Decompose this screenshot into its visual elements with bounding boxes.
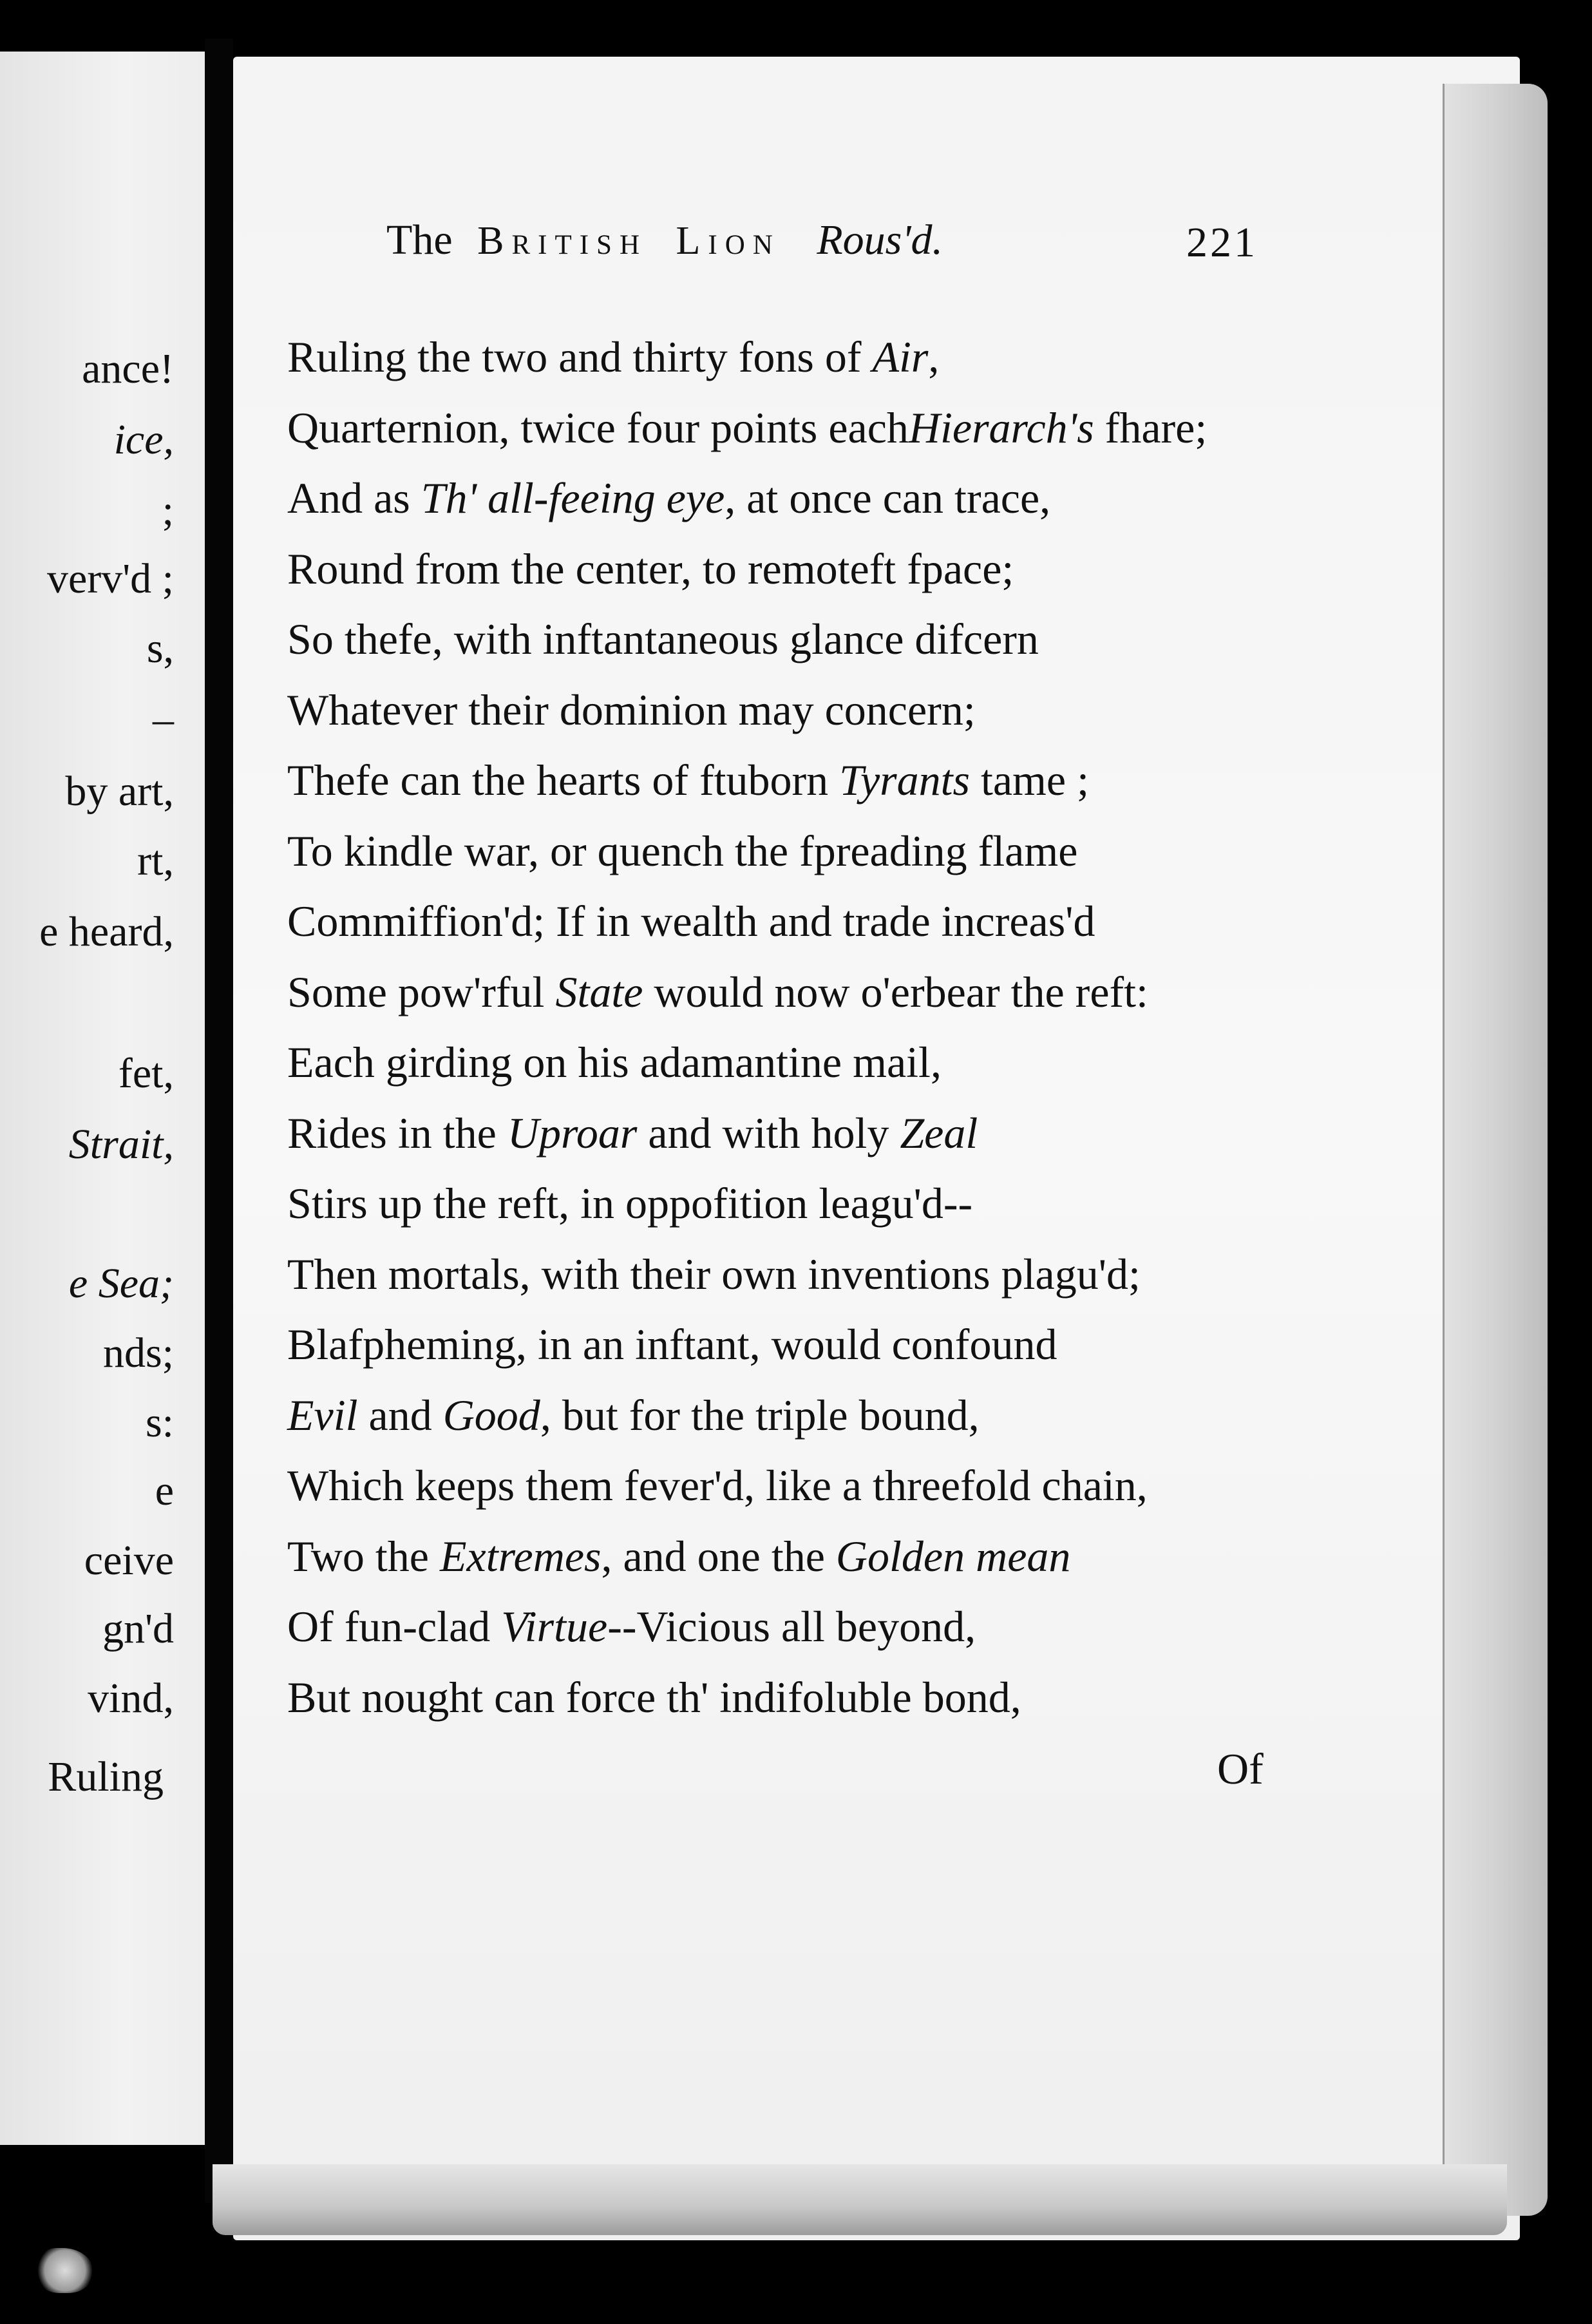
- verse-text: fhare;: [1094, 403, 1208, 452]
- facing-page-line: by art,: [65, 768, 174, 815]
- verse-text: Blafpheming, in an inftant, would confound: [287, 1320, 1057, 1369]
- verse-text: ,: [928, 332, 940, 381]
- facing-page-line: ance!: [82, 345, 174, 392]
- verse-text: Two the: [287, 1532, 440, 1581]
- facing-page-line: vind,: [88, 1675, 174, 1722]
- verse-text: And as: [287, 473, 421, 522]
- verse-line: [287, 473, 1051, 522]
- running-head-the: The: [386, 216, 453, 263]
- running-head-rousd: Rous'd.: [817, 216, 943, 263]
- verse-text: and with holy: [637, 1109, 900, 1157]
- running-head-british: British: [477, 219, 648, 263]
- verse-line: [287, 1038, 942, 1087]
- verse-italic-text: Evil: [287, 1391, 358, 1440]
- verse-text: Stirs up the reft, in oppofition leagu'd--: [287, 1179, 973, 1228]
- verse-text: Round from the center, to remoteft fpace;: [287, 544, 1014, 593]
- verse-text: tame ;: [969, 756, 1089, 805]
- verse-line: [287, 685, 976, 734]
- verse-line: [287, 1673, 1021, 1722]
- verse-text: Each girding on his adamantine mail,: [287, 1038, 942, 1087]
- verse-text: , and one the: [601, 1532, 836, 1581]
- verse-text: Which keeps them fever'd, like a threefold chain,: [287, 1461, 1148, 1510]
- facing-page-line: fet,: [118, 1050, 174, 1097]
- verse-line: [287, 826, 1078, 875]
- running-head-lion: Lion: [676, 219, 781, 263]
- verse-text: Quarternion, twice four points each: [287, 403, 909, 452]
- verse-text: Rides in the: [287, 1109, 507, 1157]
- running-head: [386, 216, 943, 263]
- facing-page-line: e heard,: [39, 908, 174, 955]
- verse-text: Ruling the two and thirty fons of: [287, 332, 873, 381]
- verse-italic-text: Zeal: [900, 1109, 978, 1157]
- page-bottom-edge: [213, 2164, 1507, 2235]
- verse-line: [287, 1602, 976, 1651]
- verse-line: [287, 1532, 1071, 1581]
- facing-page-fragment: [0, 52, 205, 2145]
- facing-page-catchword: Ruling: [48, 1753, 164, 1800]
- verse-italic-text: Golden mean: [835, 1532, 1071, 1581]
- verse-line: [287, 1320, 1057, 1369]
- facing-page-line: ceive: [84, 1537, 174, 1584]
- facing-page-line: e: [155, 1467, 174, 1514]
- facing-page-line: s,: [146, 625, 174, 672]
- verse-text: So thefe, with inftantaneous glance difcern: [287, 614, 1039, 663]
- verse-text: Of fun-clad: [287, 1602, 502, 1651]
- verse-line: [287, 756, 1089, 805]
- verse-italic-text: Th' all-feeing eye: [421, 473, 725, 522]
- verse-italic-text: Extremes: [439, 1532, 602, 1581]
- verse-italic-text: Air: [872, 332, 929, 381]
- verse-line: [287, 967, 1148, 1016]
- verse-line: [287, 332, 940, 381]
- verse-text: Some pow'rful: [287, 967, 556, 1016]
- facing-page-line: nds;: [102, 1329, 174, 1376]
- book-gutter: [205, 39, 233, 2203]
- verse-line: [287, 1391, 980, 1440]
- facing-page-line: s:: [145, 1399, 174, 1446]
- verse-italic-text: Tyrants: [839, 756, 970, 805]
- verse-line: [287, 1179, 973, 1228]
- verse-text: Whatever their dominion may concern;: [287, 685, 976, 734]
- verse-text: and: [357, 1391, 443, 1440]
- catchword: Of: [1217, 1744, 1264, 1793]
- verse-text: would now o'erbear the reft:: [643, 967, 1148, 1016]
- verse-italic-text: Virtue: [501, 1602, 608, 1651]
- verse-line: [287, 1111, 978, 1155]
- verse-line: [287, 897, 1095, 946]
- verse-text: To kindle war, or quench the fpreading flame: [287, 826, 1078, 875]
- verse-text: But nought can force th' indifoluble bond,: [287, 1673, 1021, 1722]
- paper-stain: [36, 2248, 94, 2293]
- verse-line: [287, 614, 1039, 663]
- facing-page-line: ice,: [113, 416, 174, 463]
- page-number: 221: [1186, 219, 1258, 266]
- page-curled-edge: [1443, 84, 1548, 2216]
- verse-italic-text: State: [555, 967, 643, 1016]
- verse-italic-text: Hierarch's: [908, 403, 1094, 452]
- verse-text: Commiffion'd; If in wealth and trade increas'd: [287, 897, 1095, 946]
- facing-page-line: ;: [162, 487, 174, 534]
- verse-text: Then mortals, with their own inventions plagu'd;: [287, 1250, 1141, 1299]
- verse-text: , at once can trace,: [725, 473, 1051, 522]
- verse-italic-text: Uproar: [507, 1109, 638, 1157]
- verse-line: [287, 1250, 1141, 1299]
- facing-page-line: verv'd ;: [46, 555, 174, 602]
- facing-page-line: rt,: [137, 837, 174, 884]
- facing-page-line: –: [153, 696, 174, 743]
- verse-text: Thefe can the hearts of ftuborn: [287, 756, 840, 805]
- verse-text: , but for the triple bound,: [540, 1391, 980, 1440]
- verse-text: --Vicious all beyond,: [607, 1602, 976, 1651]
- verse-line: [287, 1461, 1148, 1510]
- facing-page-line: gn'd: [102, 1605, 174, 1652]
- verse-line: [287, 544, 1014, 593]
- facing-page-line: Strait,: [68, 1121, 174, 1168]
- verse-italic-text: Good: [442, 1391, 540, 1440]
- facing-page-line: e Sea;: [68, 1260, 174, 1307]
- verse-line: [287, 403, 1208, 452]
